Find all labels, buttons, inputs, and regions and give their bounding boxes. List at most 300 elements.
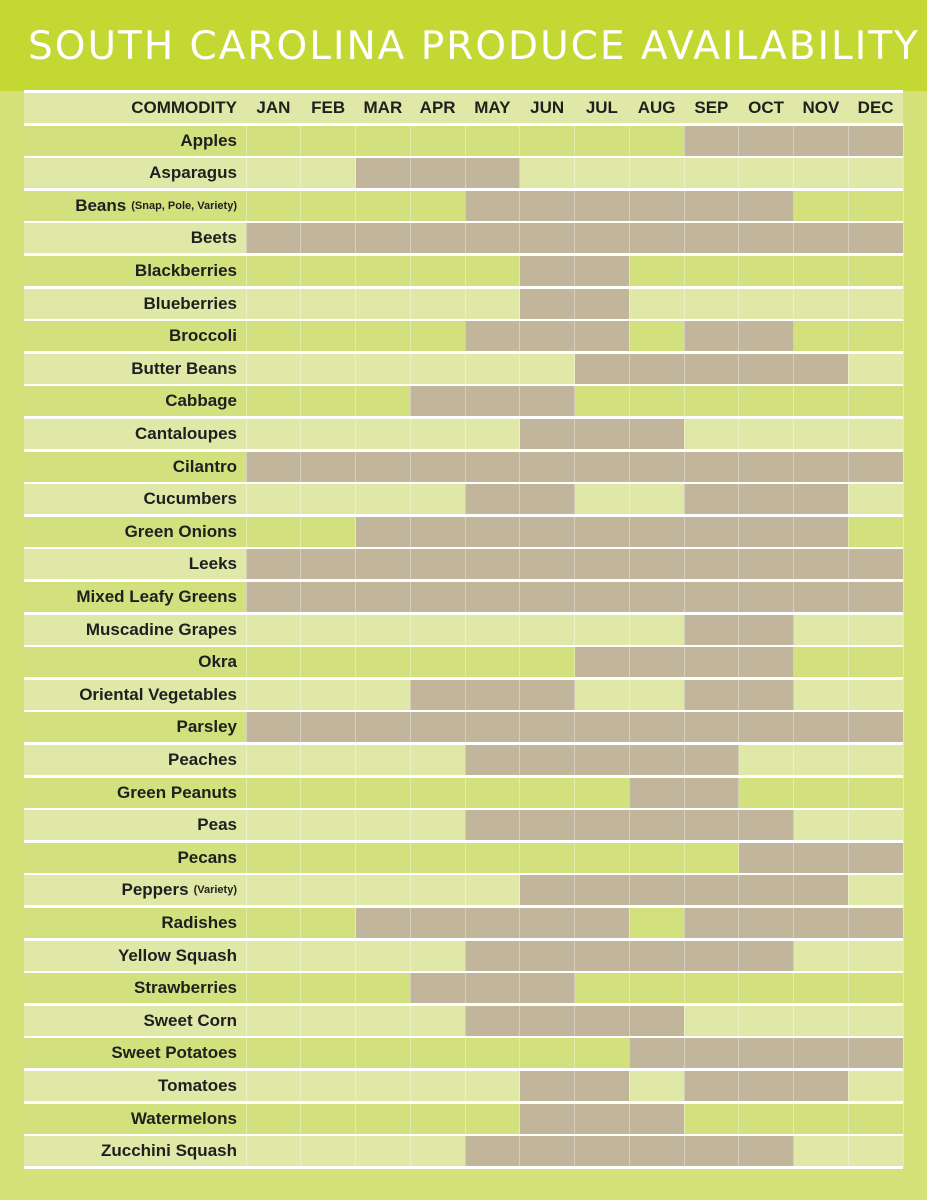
available-cell-oct [739,647,794,677]
available-cell-may [465,191,520,221]
available-cell-jul [575,289,630,319]
empty-cell-mar [356,1136,411,1166]
empty-cell-apr [410,647,465,677]
commodity-name: Leeks [188,554,237,574]
empty-cell-aug [629,615,684,645]
empty-cell-dec [848,386,903,416]
row-divider [24,873,903,876]
empty-cell-feb [301,875,356,905]
available-cell-jul [575,582,630,612]
available-cell-may [465,549,520,579]
available-cell-oct [739,191,794,221]
empty-cell-oct [739,158,794,188]
available-cell-oct [739,354,794,384]
available-cell-sep [684,647,739,677]
empty-cell-mar [356,615,411,645]
available-cell-apr [410,452,465,482]
empty-cell-mar [356,354,411,384]
empty-cell-oct [739,745,794,775]
available-cell-may [465,941,520,971]
row-divider [24,840,903,843]
empty-cell-apr [410,745,465,775]
row-divider [24,482,903,485]
empty-cell-feb [301,778,356,808]
available-cell-aug [629,875,684,905]
available-cell-jun [520,289,575,319]
empty-cell-jan [246,778,301,808]
available-cell-aug [629,810,684,840]
empty-cell-feb [301,745,356,775]
commodity-name: Beets [190,228,237,248]
available-cell-may [465,517,520,547]
available-cell-aug [629,419,684,449]
available-cell-apr [410,386,465,416]
row-divider [24,775,903,778]
available-cell-jan [246,549,301,579]
column-divider [738,124,739,1167]
commodity-label [24,191,246,221]
available-cell-jun [520,452,575,482]
available-cell-may [465,484,520,514]
empty-cell-feb [301,843,356,873]
commodity-name: Sweet Corn [143,1010,237,1030]
empty-cell-jun [520,615,575,645]
table-row [24,712,903,742]
available-cell-jan [246,712,301,742]
table-row [24,452,903,482]
month-header-oct: OCT [748,98,785,117]
commodity-label [24,484,246,514]
empty-cell-jan [246,1136,301,1166]
empty-cell-jan [246,386,301,416]
available-cell-aug [629,191,684,221]
empty-cell-oct [739,973,794,1003]
available-cell-nov [794,1038,849,1068]
commodity-label [24,452,246,482]
available-cell-oct [739,712,794,742]
available-cell-oct [739,875,794,905]
available-cell-jul [575,712,630,742]
empty-cell-jan [246,908,301,938]
empty-cell-nov [794,647,849,677]
empty-cell-aug [629,973,684,1003]
empty-cell-jan [246,615,301,645]
column-divider [246,124,247,1167]
empty-cell-feb [301,126,356,156]
empty-cell-dec [848,1104,903,1134]
empty-cell-mar [356,419,411,449]
commodity-label [24,647,246,677]
empty-cell-jul [575,126,630,156]
commodity-label [24,126,246,156]
table-row [24,484,903,514]
table-row [24,908,903,938]
available-cell-sep [684,549,739,579]
commodity-label [24,778,246,808]
empty-cell-jan [246,1006,301,1036]
column-divider [684,124,685,1167]
empty-cell-feb [301,419,356,449]
available-cell-may [465,321,520,351]
available-cell-oct [739,321,794,351]
empty-cell-feb [301,810,356,840]
empty-cell-nov [794,256,849,286]
commodity-name: Broccoli [168,326,237,346]
column-divider [465,124,466,1167]
column-divider [629,124,630,1167]
empty-cell-aug [629,126,684,156]
available-cell-jul [575,1136,630,1166]
row-divider [24,1101,903,1104]
available-cell-jun [520,908,575,938]
available-cell-may [465,1006,520,1036]
table-row [24,941,903,971]
available-cell-aug [629,1038,684,1068]
empty-cell-apr [410,1071,465,1101]
available-cell-mar [356,158,411,188]
empty-cell-dec [848,1006,903,1036]
available-cell-dec [848,1038,903,1068]
empty-cell-may [465,615,520,645]
empty-cell-dec [848,354,903,384]
row-divider [24,514,903,517]
empty-cell-dec [848,1071,903,1101]
empty-cell-feb [301,354,356,384]
available-cell-jun [520,549,575,579]
empty-cell-mar [356,973,411,1003]
empty-cell-feb [301,386,356,416]
commodity-label [24,256,246,286]
empty-cell-dec [848,191,903,221]
commodity-label [24,973,246,1003]
commodity-note: (Snap, Pole, Variety) [131,199,237,212]
empty-cell-dec [848,875,903,905]
row-divider [24,579,903,582]
available-cell-dec [848,452,903,482]
empty-cell-feb [301,1038,356,1068]
empty-cell-oct [739,256,794,286]
month-header-nov: NOV [802,98,840,117]
empty-cell-apr [410,875,465,905]
available-cell-oct [739,908,794,938]
available-cell-oct [739,1136,794,1166]
available-cell-jul [575,191,630,221]
empty-cell-may [465,354,520,384]
table-row [24,386,903,416]
available-cell-may [465,973,520,1003]
available-cell-aug [629,1136,684,1166]
available-cell-apr [410,908,465,938]
available-cell-mar [356,582,411,612]
column-divider [793,124,794,1167]
available-cell-jun [520,321,575,351]
empty-cell-jan [246,810,301,840]
empty-cell-nov [794,973,849,1003]
table-row [24,875,903,905]
commodity-label [24,875,246,905]
empty-cell-aug [629,321,684,351]
commodity-name: Green Onions [124,521,237,541]
empty-cell-nov [794,158,849,188]
commodity-label [24,223,246,253]
available-cell-mar [356,712,411,742]
empty-cell-may [465,1104,520,1134]
available-cell-jul [575,1071,630,1101]
available-cell-apr [410,517,465,547]
available-cell-feb [301,712,356,742]
empty-cell-jan [246,745,301,775]
row-divider [24,1134,903,1137]
commodity-name: Apples [180,130,237,150]
empty-cell-mar [356,321,411,351]
row-divider [24,938,903,941]
empty-cell-jan [246,1104,301,1134]
available-cell-jun [520,1006,575,1036]
empty-cell-jan [246,973,301,1003]
empty-cell-nov [794,321,849,351]
empty-cell-apr [410,419,465,449]
empty-cell-mar [356,875,411,905]
month-header-dec: DEC [857,98,894,117]
available-cell-feb [301,582,356,612]
table-row [24,1136,903,1166]
commodity-name: Parsley [176,717,237,737]
empty-cell-dec [848,158,903,188]
table-row [24,289,903,319]
table-row [24,1071,903,1101]
empty-cell-may [465,419,520,449]
available-cell-jun [520,223,575,253]
row-divider [24,253,903,256]
empty-cell-aug [629,386,684,416]
empty-cell-sep [684,289,739,319]
available-cell-jul [575,419,630,449]
commodity-name: Sweet Potatoes [111,1043,237,1063]
empty-cell-nov [794,419,849,449]
available-cell-oct [739,549,794,579]
empty-cell-feb [301,615,356,645]
available-cell-nov [794,843,849,873]
commodity-name: Pecans [177,847,237,867]
month-header-aug: AUG [637,98,676,117]
empty-cell-feb [301,647,356,677]
empty-cell-feb [301,1006,356,1036]
table-row [24,158,903,188]
available-cell-aug [629,452,684,482]
column-divider [574,124,575,1167]
available-cell-sep [684,615,739,645]
empty-cell-apr [410,615,465,645]
available-cell-oct [739,452,794,482]
empty-cell-jan [246,158,301,188]
empty-cell-aug [629,843,684,873]
available-cell-jul [575,321,630,351]
empty-cell-sep [684,973,739,1003]
available-cell-sep [684,778,739,808]
empty-cell-jan [246,875,301,905]
empty-cell-may [465,875,520,905]
available-cell-sep [684,582,739,612]
empty-cell-jan [246,843,301,873]
month-header-may: MAY [474,98,511,117]
commodity-label [24,1071,246,1101]
empty-cell-dec [848,615,903,645]
available-cell-jul [575,452,630,482]
row-divider [24,677,903,680]
empty-cell-mar [356,386,411,416]
column-divider [410,124,411,1167]
empty-cell-apr [410,1006,465,1036]
available-cell-apr [410,680,465,710]
empty-cell-dec [848,321,903,351]
empty-cell-may [465,647,520,677]
empty-cell-dec [848,973,903,1003]
available-cell-sep [684,810,739,840]
empty-cell-oct [739,1104,794,1134]
empty-cell-feb [301,1104,356,1134]
empty-cell-dec [848,680,903,710]
empty-cell-mar [356,1006,411,1036]
available-cell-may [465,452,520,482]
empty-cell-jan [246,126,301,156]
available-cell-aug [629,549,684,579]
empty-cell-nov [794,680,849,710]
available-cell-may [465,223,520,253]
empty-cell-mar [356,126,411,156]
empty-cell-nov [794,386,849,416]
empty-cell-may [465,126,520,156]
available-cell-aug [629,223,684,253]
available-cell-jul [575,1104,630,1134]
table-row [24,419,903,449]
empty-cell-aug [629,158,684,188]
row-divider [24,123,903,126]
table-row [24,126,903,156]
available-cell-oct [739,223,794,253]
row-divider [24,384,903,387]
commodity-name: Asparagus [149,163,237,183]
table-row [24,1038,903,1068]
row-divider [24,90,903,93]
available-cell-sep [684,1038,739,1068]
empty-cell-nov [794,1136,849,1166]
commodity-name: Tomatoes [157,1076,237,1095]
available-cell-jun [520,256,575,286]
available-cell-may [465,810,520,840]
available-cell-oct [739,126,794,156]
empty-cell-feb [301,158,356,188]
available-cell-oct [739,843,794,873]
available-cell-apr [410,973,465,1003]
empty-cell-apr [410,778,465,808]
available-cell-dec [848,126,903,156]
table-row [24,223,903,253]
commodity-name: Muscadine Grapes [85,619,237,639]
commodity-name: Beans [75,195,127,215]
commodity-header: COMMODITY [131,98,237,117]
empty-cell-nov [794,745,849,775]
commodity-name: Butter Beans [131,358,237,378]
empty-cell-nov [794,810,849,840]
empty-cell-apr [410,1038,465,1068]
empty-cell-sep [684,1006,739,1036]
available-cell-jun [520,973,575,1003]
empty-cell-feb [301,973,356,1003]
empty-cell-aug [629,1071,684,1101]
commodity-name: Cantaloupes [134,424,237,443]
empty-cell-dec [848,647,903,677]
commodity-label [24,419,246,449]
empty-cell-nov [794,289,849,319]
empty-cell-apr [410,256,465,286]
available-cell-jun [520,745,575,775]
commodity-name: Peas [197,815,237,835]
commodity-name: Oriental Vegetables [79,684,237,704]
empty-cell-apr [410,289,465,319]
available-cell-may [465,1136,520,1166]
available-cell-nov [794,517,849,547]
available-cell-may [465,680,520,710]
available-cell-jul [575,549,630,579]
empty-cell-nov [794,1104,849,1134]
available-cell-oct [739,680,794,710]
commodity-name: Zucchini Squash [100,1141,237,1161]
empty-cell-jul [575,158,630,188]
commodity-name: Yellow Squash [117,945,237,965]
empty-cell-jan [246,1071,301,1101]
available-cell-may [465,908,520,938]
commodity-label [24,321,246,351]
empty-cell-aug [629,289,684,319]
month-header-mar: MAR [363,98,403,117]
empty-cell-nov [794,778,849,808]
row-divider [24,645,903,648]
column-divider [519,124,520,1167]
empty-cell-jul [575,973,630,1003]
commodity-label [24,549,246,579]
empty-cell-sep [684,419,739,449]
month-header-feb: FEB [311,98,346,117]
empty-cell-mar [356,778,411,808]
empty-cell-aug [629,484,684,514]
available-cell-feb [301,452,356,482]
commodity-name: Radishes [161,913,237,932]
available-cell-jun [520,582,575,612]
available-cell-aug [629,517,684,547]
empty-cell-apr [410,1104,465,1134]
table-row [24,810,903,840]
available-cell-jul [575,908,630,938]
available-cell-sep [684,875,739,905]
empty-cell-mar [356,843,411,873]
available-cell-jul [575,810,630,840]
row-divider [24,351,903,354]
header-row [24,93,903,123]
available-cell-feb [301,223,356,253]
empty-cell-apr [410,191,465,221]
column-divider [848,124,849,1167]
available-cell-apr [410,712,465,742]
available-cell-sep [684,354,739,384]
available-cell-sep [684,126,739,156]
empty-cell-apr [410,321,465,351]
commodity-name: Blackberries [134,261,237,280]
available-cell-nov [794,582,849,612]
empty-cell-feb [301,484,356,514]
empty-cell-jan [246,354,301,384]
available-cell-sep [684,745,739,775]
available-cell-aug [629,1104,684,1134]
